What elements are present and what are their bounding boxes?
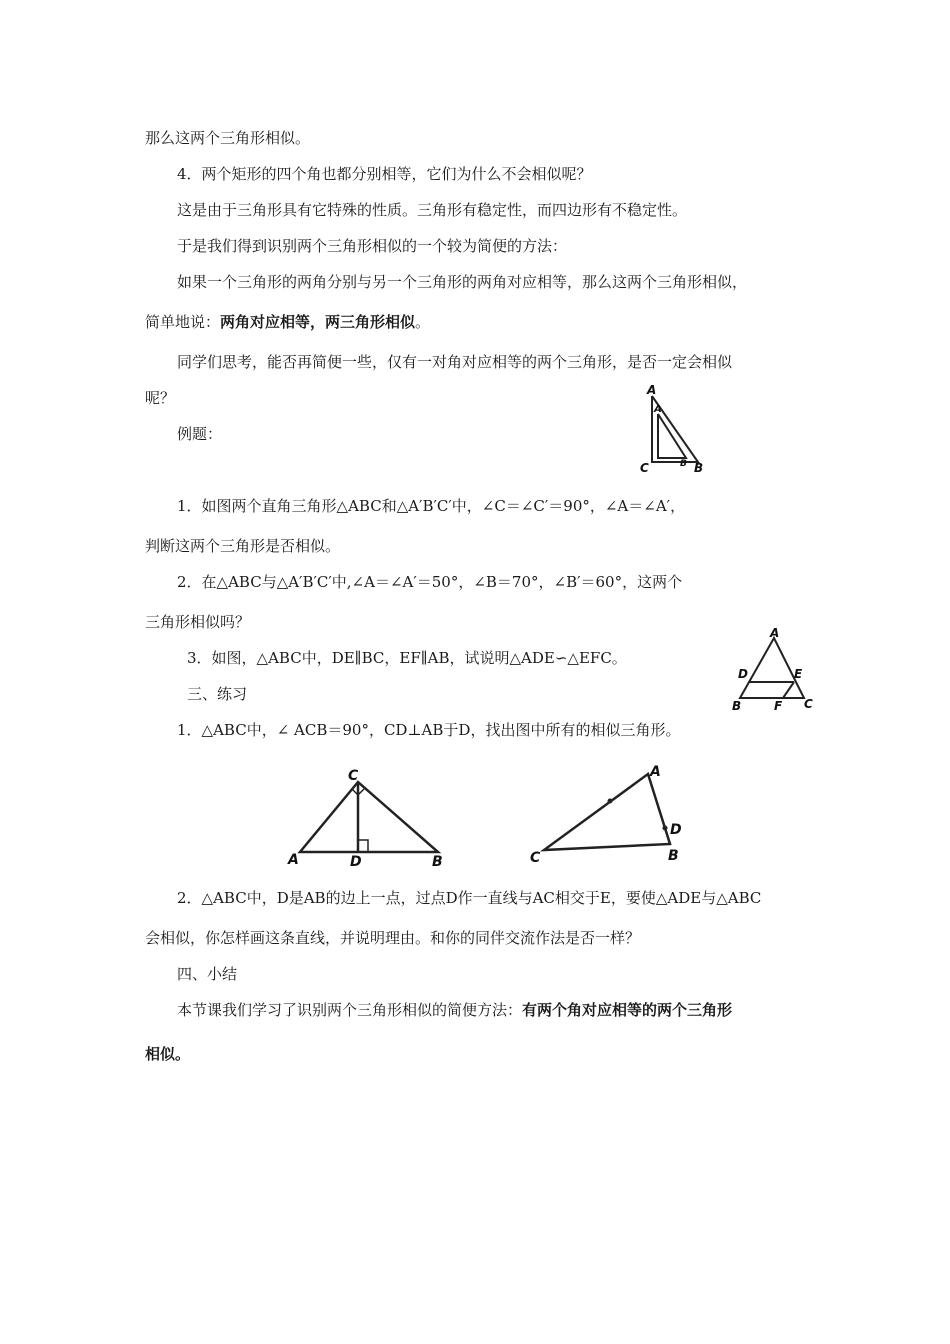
label-B: B xyxy=(668,848,679,864)
label-A: A xyxy=(288,852,299,868)
label-A: A xyxy=(770,626,780,640)
label-E: E xyxy=(794,667,803,681)
summary-text: 本节课我们学习了识别两个三角形相似的简便方法：有两个角对应相等的两个三角形 xyxy=(177,1001,733,1019)
figure-parallel-lines-triangle xyxy=(728,628,820,712)
exercise-1: 1．△ABC中，∠ ACB＝90°，CD⊥AB于D，找出图中所有的相似三角形。 xyxy=(177,721,681,739)
label-B: B xyxy=(694,461,704,475)
text-line: 如果一个三角形的两角分别与另一个三角形的两角对应相等，那么这两个三角形相似， xyxy=(177,273,748,291)
key-rule: 两角对应相等，两三角形相似 xyxy=(220,313,416,331)
label-A: A xyxy=(650,764,661,780)
question-4: 4．两个矩形的四个角也都分别相等，它们为什么不会相似呢？ xyxy=(177,165,592,183)
figure-nested-right-triangles xyxy=(636,384,716,476)
point-D xyxy=(663,826,668,831)
summary-rule: 有两个角对应相等的两个三角形 xyxy=(522,1001,733,1019)
label-D: D xyxy=(738,667,748,681)
exercise-2: 2．△ABC中，D是AB的边上一点，过点D作一直线与AC相交于E，要使△ADE与△ABC xyxy=(177,889,762,907)
label-A-prime: A xyxy=(654,404,662,415)
small-triangle xyxy=(658,414,686,458)
example-heading: 例题： xyxy=(177,425,223,443)
label-F: F xyxy=(774,699,783,713)
example-1: 1．如图两个直角三角形△ABC和△A′B′C′中，∠C＝∠C′＝90°，∠A＝∠A′， xyxy=(177,497,686,515)
summary-rule-end: 相似。 xyxy=(145,1045,191,1063)
label-B: B xyxy=(732,699,742,713)
text-line: 会相似，你怎样画这条直线，并说明理由。和你的同伴交流作法是否一样？ xyxy=(145,929,641,947)
figure-triangle-point-D xyxy=(524,760,704,868)
triangle-ABC xyxy=(300,782,438,852)
example-2: 2．在△ABC与△A′B′C′中,∠A＝∠A′＝50°，∠B＝70°，∠B′＝60°，这两个 xyxy=(177,573,683,591)
label-A: A xyxy=(647,383,657,397)
triangle-ABC xyxy=(544,774,670,850)
text-line: 那么这两个三角形相似。 xyxy=(145,129,311,147)
right-angle-mark-D xyxy=(358,840,368,852)
figure-right-triangle-altitude xyxy=(286,760,456,868)
section-heading-exercise: 三、练习 xyxy=(187,685,248,703)
text-line: 三角形相似吗？ xyxy=(145,613,251,631)
point-on-AC xyxy=(608,799,613,804)
text-line: 呢？ xyxy=(145,389,176,407)
label-C: C xyxy=(804,697,813,711)
text-line: 这是由于三角形具有它特殊的性质。三角形有稳定性，而四边形有不稳定性。 xyxy=(177,201,688,219)
label-D: D xyxy=(350,854,362,870)
text-line: 判断这两个三角形是否相似。 xyxy=(145,537,341,555)
text-line: 于是我们得到识别两个三角形相似的一个较为简便的方法： xyxy=(177,237,568,255)
label-B-prime: B xyxy=(680,459,687,469)
example-3: 3．如图，△ABC中，DE∥BC，EF∥AB，试说明△ADE∽△EFC。 xyxy=(187,649,627,667)
label-C: C xyxy=(640,461,649,475)
summary-statement: 简单地说：两角对应相等，两三角形相似。 xyxy=(145,313,431,331)
label-D: D xyxy=(670,822,682,838)
label-C: C xyxy=(348,768,359,784)
segment-EF xyxy=(783,682,794,698)
text-line: 同学们思考，能否再简便一些，仅有一对角对应相等的两个三角形，是否一定会相似 xyxy=(177,353,733,371)
section-heading-summary: 四、小结 xyxy=(177,965,238,983)
label-B: B xyxy=(432,854,443,870)
label-C: C xyxy=(530,850,541,866)
